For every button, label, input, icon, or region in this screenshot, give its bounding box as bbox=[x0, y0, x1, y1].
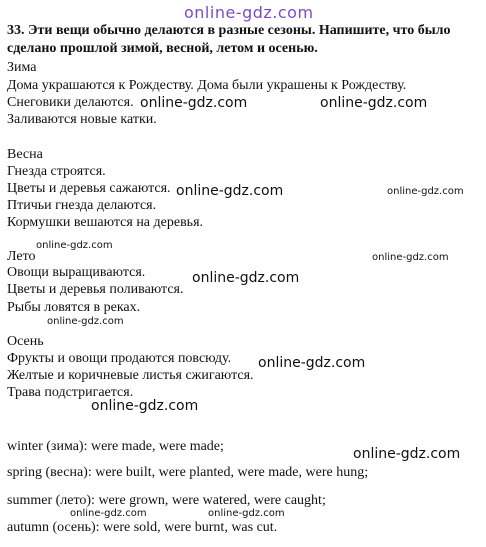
watermark-text: online-gdz.com bbox=[91, 398, 199, 414]
answer-line: summer (лето): were grown, were watered, were caught; bbox=[7, 493, 326, 508]
season-heading-spring: Весна bbox=[7, 147, 43, 162]
season-line: Цветы и деревья сажаются. bbox=[7, 181, 171, 196]
watermark-text: online-gdz.com bbox=[208, 508, 285, 519]
answer-line: spring (весна): were built, were planted, were made, were hung; bbox=[7, 465, 369, 480]
watermark-text: online-gdz.com bbox=[36, 240, 113, 251]
season-line: Рыбы ловятся в реках. bbox=[7, 300, 141, 315]
season-line: Трава подстригается. bbox=[7, 385, 134, 400]
watermark-text: online-gdz.com bbox=[258, 355, 366, 371]
season-line: Заливаются новые катки. bbox=[7, 112, 157, 127]
watermark-text: online-gdz.com bbox=[387, 186, 464, 197]
season-line: Дома украшаются к Рождеству. Дома были украшены к Рождеству. bbox=[7, 78, 407, 93]
season-line: Фрукты и овощи продаются повсюду. bbox=[7, 351, 232, 366]
site-header-watermark: online-gdz.com bbox=[184, 3, 314, 22]
watermark-text: online-gdz.com bbox=[140, 95, 248, 111]
season-heading-autumn: Осень bbox=[7, 334, 44, 349]
watermark-text: online-gdz.com bbox=[353, 446, 461, 462]
season-heading-winter: Зима bbox=[7, 60, 37, 75]
season-heading-summer: Лето bbox=[7, 249, 36, 264]
exercise-title-line-1: 33. Эти вещи обычно делаются в разные сезоны. Напишите, что было bbox=[7, 23, 451, 38]
watermark-text: online-gdz.com bbox=[47, 316, 124, 327]
watermark-text: online-gdz.com bbox=[320, 95, 428, 111]
watermark-text: online-gdz.com bbox=[176, 183, 284, 199]
season-line: Кормушки вешаются на деревья. bbox=[7, 215, 204, 230]
season-line: Цветы и деревья поливаются. bbox=[7, 282, 184, 297]
exercise-title-line-2: сделано прошлой зимой, весной, летом и осенью. bbox=[7, 41, 318, 56]
watermark-text: online-gdz.com bbox=[372, 252, 449, 263]
season-line: Овощи выращиваются. bbox=[7, 265, 146, 280]
watermark-text: online-gdz.com bbox=[70, 508, 147, 519]
season-line: Птичьи гнезда делаются. bbox=[7, 198, 157, 213]
season-line: Снеговики делаются. bbox=[7, 95, 134, 110]
watermark-text: online-gdz.com bbox=[192, 270, 300, 286]
season-line: Желтые и коричневые листья сжигаются. bbox=[7, 368, 254, 383]
answer-line: winter (зима): were made, were made; bbox=[7, 439, 224, 454]
answer-line: autumn (осень): were sold, were burnt, was cut. bbox=[7, 520, 278, 535]
season-line: Гнезда строятся. bbox=[7, 164, 106, 179]
